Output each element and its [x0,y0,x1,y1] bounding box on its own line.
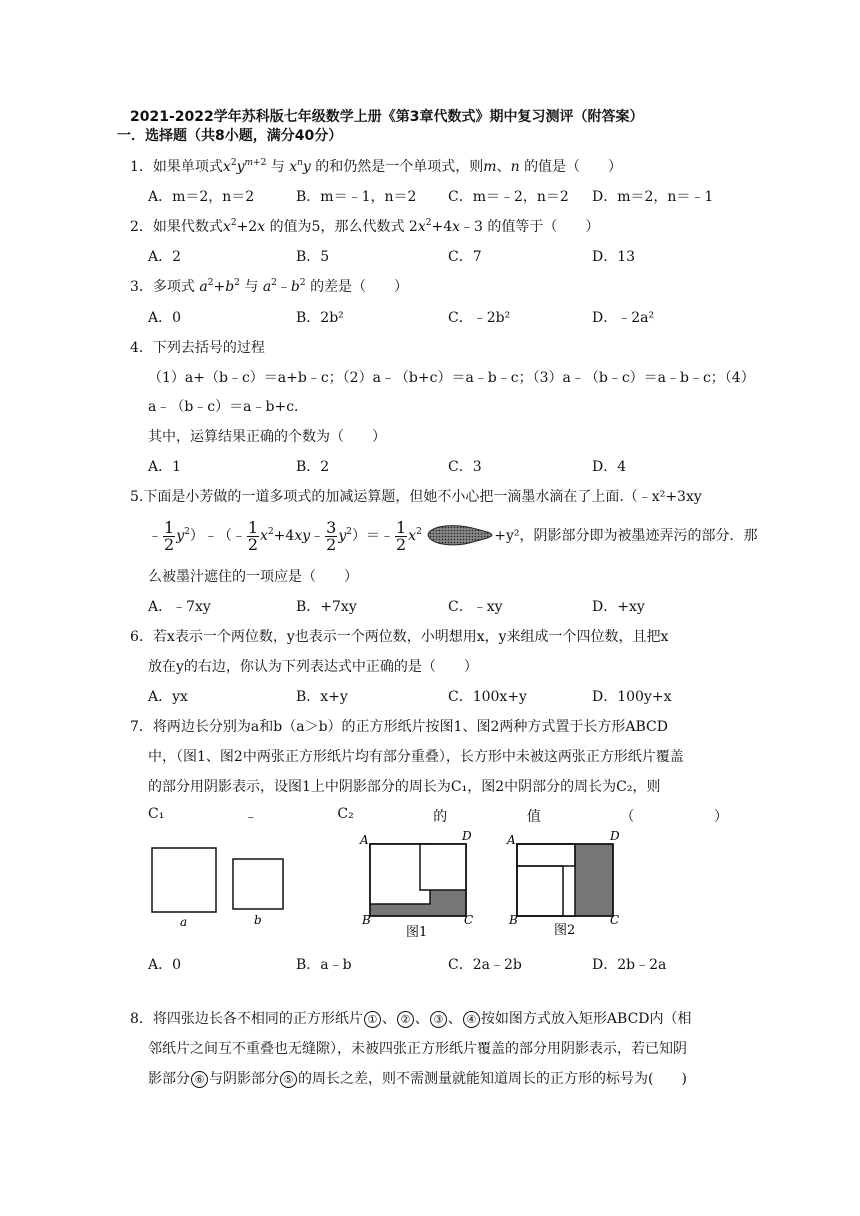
q8-line-3: 影部分 ⑥ 与阴影部分 ⑤ 的周长之差，则不需测量就能知道周长的正方形的标号为( ) [148,1071,687,1087]
q3-option-a[interactable]: A．0 [148,310,182,326]
q4-line-2: a﹣（b﹣c）＝a﹣b+c． [148,399,309,415]
fig2-label-B: B [509,913,518,927]
fig2-label-D: D [610,829,620,843]
q4-line-1: （1）a+（b﹣c）＝a+b﹣c；（2）a﹣（b+c）＝a﹣b﹣c；（3）a﹣（b﹣c）＝a﹣b﹣c；（4） [148,370,755,386]
q6-option-a[interactable]: A．yx [148,689,188,705]
q7-option-a[interactable]: A．0 [148,957,182,973]
q7-line-2: 中，（图1、图2中两张正方形纸片均有部分重叠），长方形中未被这两张正方形纸片覆盖 [148,749,684,765]
q3-option-d[interactable]: D．﹣2a² [592,310,655,326]
q3-option-b[interactable]: B．2b² [296,310,344,326]
fig2-label-A: A [507,833,516,847]
q5-option-a[interactable]: A．﹣7xy [148,599,211,615]
q7-option-d[interactable]: D．2b﹣2a [592,957,667,973]
question-4: 4．下列去括号的过程 [130,340,265,356]
fig1-caption: 图1 [406,925,428,940]
question-3: 3．多项式 $a^2+b^2$ 与 $a^2﹣b^2$ 的差是（ ） [130,278,409,295]
question-8: 8．将四张边长各不相同的正方形纸片 ① 、 ② 、 ③ 、 ④ 按如图方式放入矩形ABCD内（相 [130,1011,692,1027]
q5-option-c[interactable]: C．﹣xy [448,599,503,615]
q1-option-a[interactable]: A．m＝2，n＝2 [148,189,255,205]
question-7: 7．将两边长分别为a和b（a＞b）的正方形纸片按图1、图2两种方式置于长方形ABCD [130,719,668,735]
q4-option-b[interactable]: B．2 [296,459,330,475]
fig1-square-b [420,844,466,890]
section-heading: 一．选择题（共8小题，满分40分） [117,128,343,144]
q7-line-4: C₁ ﹣ C₂ 的 值 （ ） [148,806,728,825]
label-a: a [180,915,188,929]
q7-line-3: 的部分用阴影表示，设图1上中阴影部分的周长为C₁，图2中阴部分的周长为C₂，则 [148,779,661,795]
fig1-label-C: C [464,913,474,927]
q4-option-a[interactable]: A．1 [148,459,182,475]
question-1: 1．如果单项式$x^2y^{m+2}$ 与 $x^ny$ 的和仍然是一个单项式，则m、n 的值是（ ） [130,158,623,175]
q5-option-b[interactable]: B．+7xy [296,599,357,615]
fig2-square-a [517,844,575,866]
fig1-label-D: D [462,829,472,843]
q3-option-c[interactable]: C．﹣2b² [448,310,511,326]
q7-option-c[interactable]: C．2a﹣2b [448,957,522,973]
q4-line-3: 其中，运算结果正确的个数为（ ） [148,429,386,445]
q4-option-c[interactable]: C．3 [448,459,482,475]
q2-option-d[interactable]: D．13 [592,249,636,265]
q6-option-b[interactable]: B．x+y [296,689,348,705]
q1-option-d[interactable]: D．m＝2，n＝﹣1 [592,189,714,205]
q6-line-2: 放在y的右边，你认为下列表达式中正确的是（ ） [148,659,478,675]
q5-equation: ﹣ $\frac{1}{2}$ $y^2)﹣(﹣$ $\frac{1}{2}$ $x^2+4xy﹣$ $\frac{3}{2}$ $y^2)=﹣$ $\frac{1}{2}$ $x^2 +y^2$，阴影部分即为被墨迹弄污的部分．那 [148,517,758,554]
q1-option-c[interactable]: C．m＝﹣2，n＝2 [448,189,569,205]
q8-line-2: 邻纸片之间互不重叠也无缝隙），未被四张正方形纸片覆盖的部分用阴影表示，若已知阴 [148,1041,687,1057]
q6-option-d[interactable]: D．100y+x [592,689,672,705]
square-a [152,848,216,912]
label-b: b [254,913,262,927]
question-6: 6．若x表示一个两位数，y也表示一个两位数，小明想用x，y来组成一个四位数，且把x [130,629,669,645]
fig2-caption: 图2 [554,923,576,938]
page-title: 2021-2022学年苏科版七年级数学上册《第3章代数式》期中复习测评（附答案） [130,109,644,125]
q5-option-d[interactable]: D．+xy [592,599,645,615]
q4-option-d[interactable]: D．4 [592,459,627,475]
q2-option-b[interactable]: B．5 [296,249,330,265]
q7-option-b[interactable]: B．a﹣b [296,957,352,973]
q2-option-a[interactable]: A．2 [148,249,182,265]
ink-blot-icon [426,523,494,549]
fig2-label-C: C [610,913,620,927]
q5-line-3: 么被墨汁遮住的一项应是（ ） [148,569,358,585]
q1-option-b[interactable]: B．m＝﹣1，n＝2 [296,189,417,205]
q2-option-c[interactable]: C．7 [448,249,482,265]
q6-option-c[interactable]: C．100x+y [448,689,527,705]
question-5: 5.下面是小芳做的一道多项式的加减运算题，但她不小心把一滴墨水滴在了上面.（﹣x²+3xy [130,489,702,505]
q7-figure [140,828,640,944]
square-b [233,859,283,909]
fig1-label-A: A [360,833,369,847]
question-2: 2．如果代数式$x^2+2x$ 的值为5，那么代数式 $2x^2+4x﹣3$ 的值等于（ ） [130,218,600,235]
fig1-label-B: B [362,913,371,927]
